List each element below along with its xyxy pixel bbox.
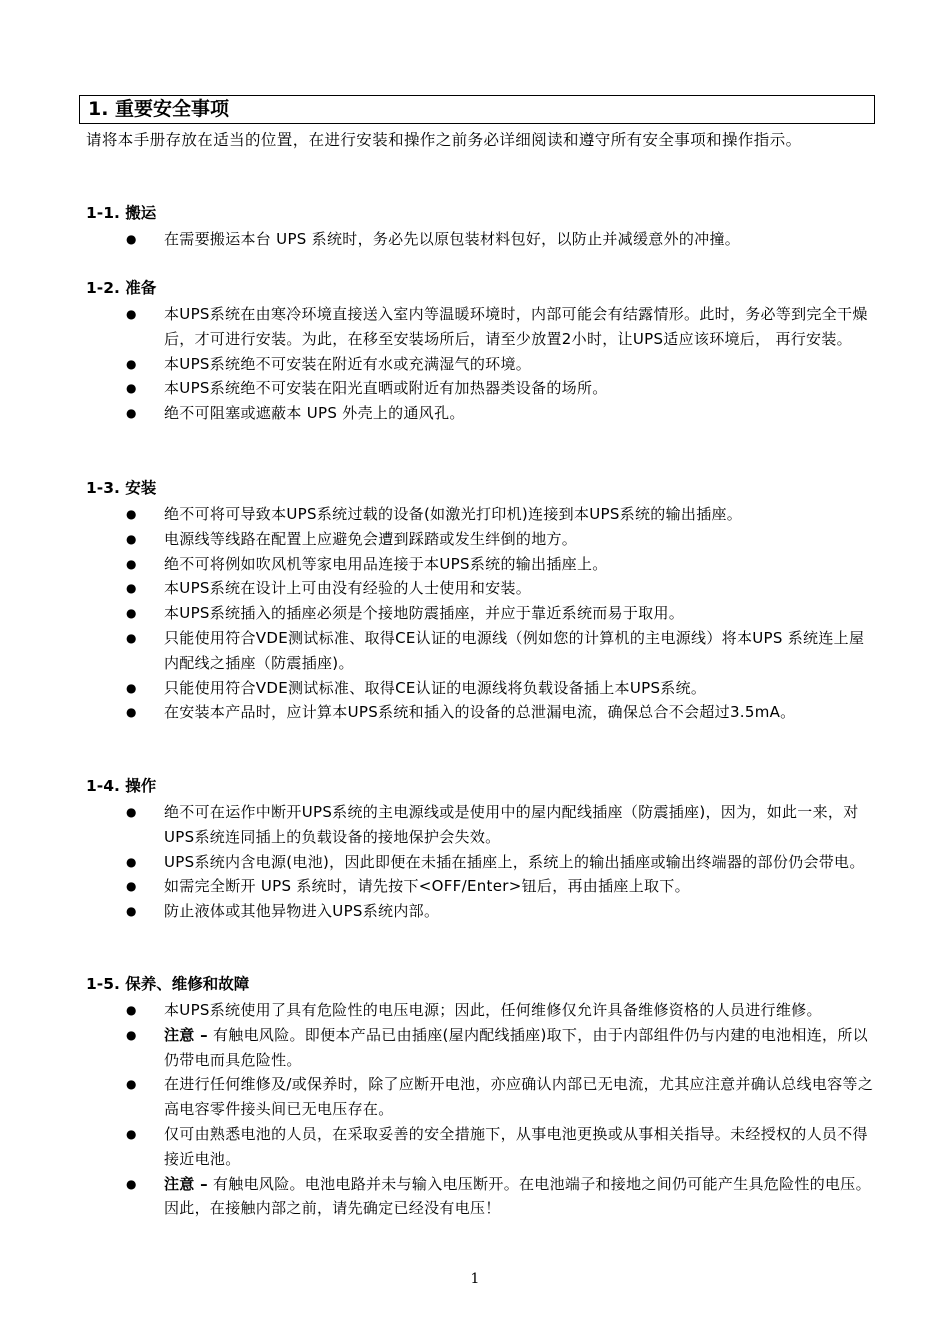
bullet-icon: ●: [126, 232, 137, 246]
bullet-icon: ●: [126, 1126, 137, 1141]
list-item: ● 电源线等线路在配置上应避免会遭到踩踏或发生绊倒的地方。: [86, 527, 878, 552]
list-item: ● 绝不可在运作中断开UPS系统的主电源线或是使用中的屋内配线插座（防震插座)，因为，如此一来，对UPS系统连同插上的负载设备的接地保护会失效。: [86, 800, 878, 850]
list-item: ● 本UPS系统在由寒冷环境直接送入室内等温暖环境时，内部可能会有结露情形。此时，务必等到完全干燥后，才可进行安装。为此，在移至安装场所后，请至少放置2小时，让UPS适应该环境后， 再行安装。: [86, 302, 878, 352]
section-1-5: [86, 972, 886, 1221]
bullet-icon: ●: [126, 406, 137, 421]
section-heading: 1-3. 安装: [86, 479, 157, 497]
bullet-icon: ●: [126, 556, 137, 571]
bullet-icon: ●: [126, 507, 137, 521]
bullet-list: [86, 998, 886, 1221]
section-heading: 1-4. 操作: [86, 777, 157, 795]
list-item: ● UPS系统内含电源(电池)，因此即便在未插在插座上，系统上的输出插座或输出终端器的部份仍会带电。: [86, 850, 878, 875]
bullet-icon: ●: [126, 705, 137, 720]
bullet-icon: ●: [126, 904, 137, 919]
note-label: 注意 –: [164, 1174, 208, 1193]
list-item: ● 在安装本产品时，应计算本UPS系统和插入的设备的总泄漏电流，确保总合不会超过3.5mA。: [86, 700, 878, 725]
bullet-icon: ●: [126, 630, 137, 645]
bullet-icon: ●: [126, 356, 137, 371]
bullet-list: [86, 227, 886, 252]
bullet-icon: ●: [126, 1077, 137, 1092]
page-number: 1: [470, 1271, 480, 1287]
list-item: ● 注意 – 有触电风险。即便本产品已由插座(屋内配线插座)取下，由于内部组件仍与内建的电池相连，所以仍带电而具危险性。: [86, 1023, 878, 1073]
bullet-icon: ●: [126, 805, 137, 819]
bullet-icon: ●: [126, 581, 137, 596]
section-heading: 1-5. 保养、维修和故障: [86, 975, 250, 993]
bullet-list: [86, 302, 886, 426]
bullet-icon: ●: [126, 879, 137, 894]
section-heading: 1-2. 准备: [86, 279, 157, 297]
list-item: ● 本UPS系统绝不可安装在阳光直晒或附近有加热器类设备的场所。: [86, 376, 878, 401]
list-item: ● 在进行任何维修及/或保养时，除了应断开电池，亦应确认内部已无电流，尤其应注意并确认总线电容等之高电容零件接头间已无电压存在。: [86, 1072, 878, 1122]
intro-paragraph: 请将本手册存放在适当的位置，在进行安装和操作之前务必详细阅读和遵守所有安全事项和操作指示。: [86, 131, 802, 149]
list-item: ● 如需完全断开 UPS 系统时，请先按下<OFF/Enter>钮后，再由插座上取下。: [86, 874, 878, 899]
section-1-3: [86, 476, 886, 725]
section-title: 1. 重要安全事项: [79, 95, 875, 124]
bullet-icon: ●: [126, 307, 137, 321]
bullet-list: [86, 800, 886, 924]
list-item: ● 绝不可阻塞或遮蔽本 UPS 外壳上的通风孔。: [86, 401, 878, 426]
list-item: ● 防止液体或其他异物进入UPS系统内部。: [86, 899, 878, 924]
list-item: ● 绝不可将可导致本UPS系统过载的设备(如激光打印机)连接到本UPS系统的输出插座。: [86, 502, 878, 527]
list-item: ● 本UPS系统在设计上可由没有经验的人士使用和安装。: [86, 576, 878, 601]
section-1-2: [86, 276, 886, 426]
bullet-icon: ●: [126, 531, 137, 546]
list-item: ● 只能使用符合VDE测试标准、取得CE认证的电源线（例如您的计算机的主电源线）将本UPS 系统连上屋内配线之插座（防震插座)。: [86, 626, 878, 676]
bullet-icon: ●: [126, 1176, 137, 1191]
list-item: ● 只能使用符合VDE测试标准、取得CE认证的电源线将负载设备插上本UPS系统。: [86, 676, 878, 701]
list-item: ● 在需要搬运本台 UPS 系统时，务必先以原包装材料包好，以防止并减缓意外的冲撞。: [86, 227, 878, 252]
list-item: ● 注意 – 有触电风险。电池电路并未与输入电压断开。在电池端子和接地之间仍可能产生具危险性的电压。因此，在接触内部之前，请先确定已经没有电压！: [86, 1172, 878, 1222]
list-item: ● 仅可由熟悉电池的人员，在采取妥善的安全措施下，从事电池更换或从事相关指导。未经授权的人员不得接近电池。: [86, 1122, 878, 1172]
bullet-icon: ●: [126, 854, 137, 869]
bullet-icon: ●: [126, 1003, 137, 1017]
note-label: 注意 –: [164, 1025, 208, 1044]
bullet-list: [86, 502, 886, 725]
list-item: ● 本UPS系统绝不可安装在附近有水或充满湿气的环境。: [86, 352, 878, 377]
section-1-4: [86, 774, 886, 924]
section-1-1: [86, 201, 886, 252]
bullet-icon: ●: [126, 1027, 137, 1042]
bullet-icon: ●: [126, 381, 137, 396]
section-heading: 1-1. 搬运: [86, 204, 157, 222]
list-item: ● 绝不可将例如吹风机等家电用品连接于本UPS系统的输出插座上。: [86, 552, 878, 577]
list-item: ● 本UPS系统使用了具有危险性的电压电源；因此，任何维修仅允许具备维修资格的人员进行维修。: [86, 998, 878, 1023]
bullet-icon: ●: [126, 606, 137, 621]
list-item: ● 本UPS系统插入的插座必须是个接地防震插座，并应于靠近系统而易于取用。: [86, 601, 878, 626]
bullet-icon: ●: [126, 680, 137, 695]
